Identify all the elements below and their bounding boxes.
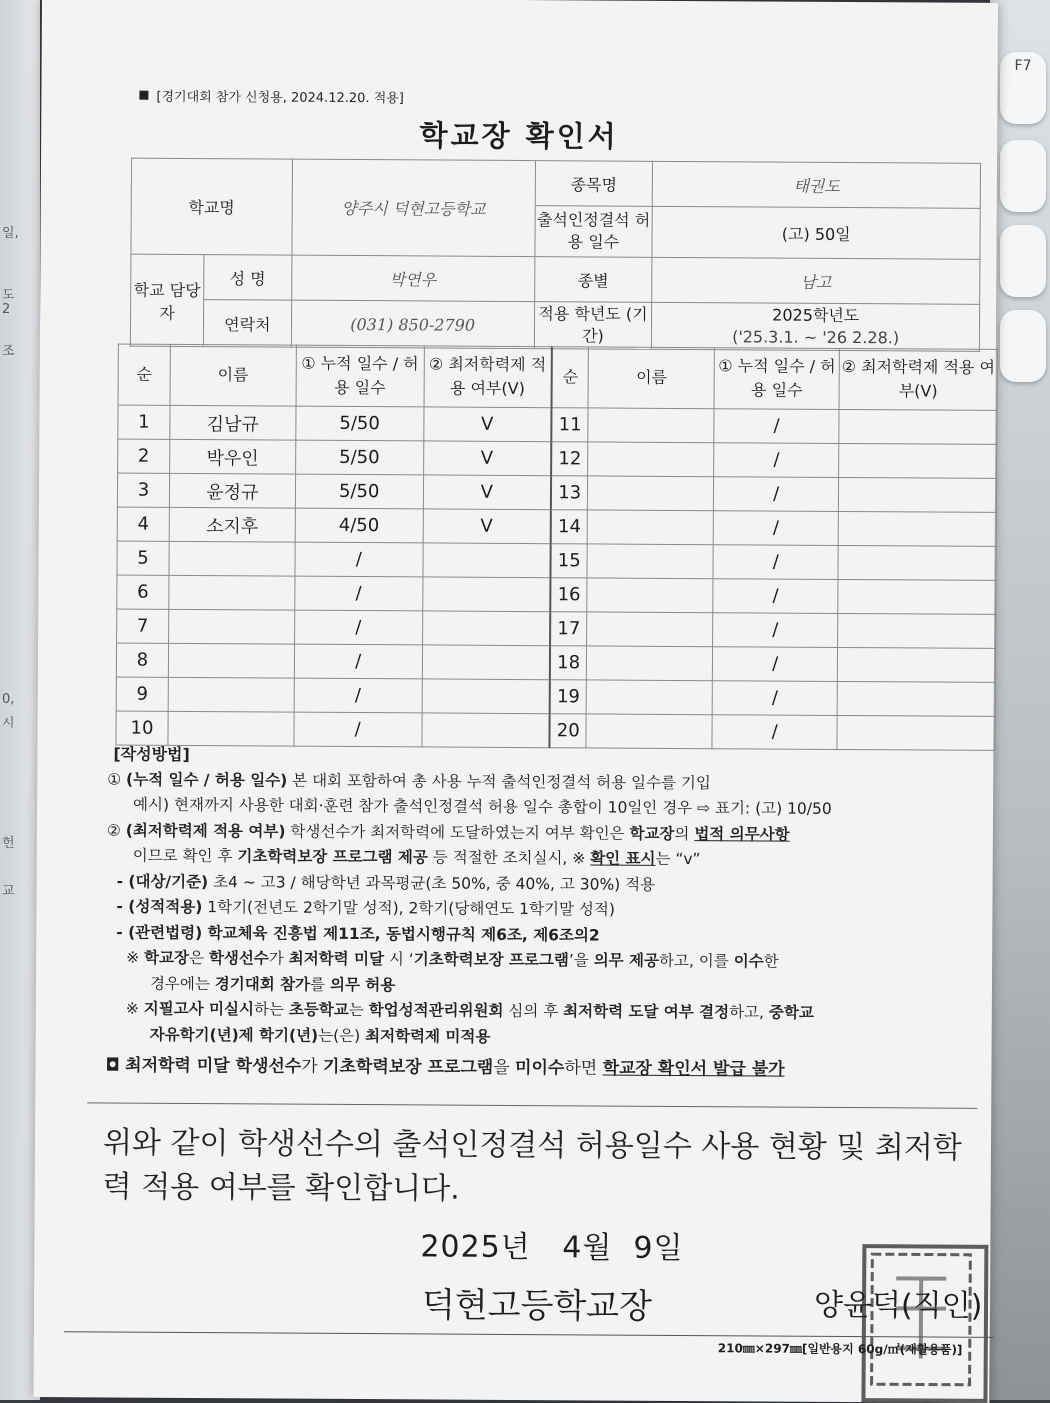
- contact-value: (031) 850-2790: [291, 300, 534, 348]
- student-name: [169, 609, 295, 644]
- footer-divider: [64, 1331, 994, 1338]
- days-value: 5/50: [295, 440, 423, 475]
- days-value: /: [294, 610, 422, 645]
- name-label: 성 명: [204, 255, 292, 301]
- days-value: /: [294, 678, 422, 713]
- minimum-check: V: [423, 407, 551, 442]
- header-minimum: ② 최저학력제 적용 여부(V): [839, 348, 997, 410]
- table-row: [118, 405, 997, 444]
- days-value: /: [295, 576, 423, 611]
- days-value: /: [714, 477, 839, 512]
- instruction-line: - (관련법령) 학교체육 진흥법 제11조, 동법시행규칙 제6조, 제6조의2: [116, 923, 600, 945]
- school-year-label: 적용 학년도 (기간): [534, 302, 652, 350]
- table-row: [117, 541, 996, 580]
- student-name: 박우인: [170, 439, 296, 474]
- instruction-warning: ◘ 최저학력 미달 학생선수가 기초학력보장 프로그램을 미이수하면 학교장 확인서 발급 불가: [105, 1055, 785, 1080]
- header-note: [139, 86, 404, 107]
- minimum-check: V: [423, 441, 551, 476]
- bg-text: 일,: [2, 226, 19, 241]
- days-value: /: [294, 712, 422, 747]
- instruction-line: ※ 학교장은 학생선수가 최저학력 미달 시 ‘기초학력보장 프로그램’을 의무 제공하고, 이를 이수한: [126, 948, 779, 971]
- row-number: 18: [550, 646, 587, 680]
- minimum-check: [838, 579, 996, 614]
- document-page: [33, 0, 998, 1403]
- instruction-line: ② (최저학력제 적용 여부) 학생선수가 최저학력에 도달하였는지 여부 확인은 학교장의 법적 의무사항: [106, 820, 790, 844]
- row-number: 5: [117, 541, 169, 575]
- instructions: [105, 741, 987, 1084]
- student-name: [588, 408, 714, 443]
- minimum-check: [422, 679, 550, 714]
- header-name: 이름: [588, 347, 714, 409]
- instructions-heading: [작성방법]: [113, 744, 190, 764]
- student-name: [169, 541, 295, 576]
- document-title: 학교장 확인서: [419, 118, 619, 154]
- student-name: [588, 510, 714, 545]
- row-number: 11: [551, 408, 588, 442]
- minimum-check: [837, 681, 995, 716]
- row-number: 4: [117, 507, 169, 541]
- minimum-check: [422, 713, 550, 748]
- category-value: 남고: [652, 257, 980, 304]
- minimum-check: V: [423, 475, 551, 510]
- days-value: /: [712, 715, 837, 750]
- background-keyboard: [990, 0, 1050, 1400]
- row-number: 12: [551, 442, 588, 476]
- student-name: [588, 476, 714, 511]
- header-name: 이름: [170, 344, 296, 406]
- days-value: 4/50: [295, 508, 423, 543]
- minimum-check: V: [423, 509, 551, 544]
- row-number: 6: [117, 575, 169, 609]
- manager-label: 학교 담당자: [130, 254, 203, 346]
- issue-date: 2025년 4월 9일: [420, 1229, 684, 1267]
- table-row: [117, 473, 996, 512]
- row-number: 19: [550, 680, 587, 714]
- bg-text: 2: [2, 302, 11, 317]
- confirmation-statement: 위와 같이 학생선수의 출석인정결석 허용일수 사용 현황 및 최저학력 적용 여부를 확인합니다.: [102, 1125, 962, 1207]
- student-name: 소지후: [169, 507, 295, 542]
- table-row: [117, 609, 996, 648]
- days-value: /: [713, 579, 838, 614]
- row-number: 10: [116, 711, 168, 745]
- row-number: 1: [118, 405, 170, 439]
- days-value: /: [713, 647, 838, 682]
- school-year-value: [652, 302, 980, 351]
- student-name: [168, 643, 294, 678]
- minimum-check: [838, 511, 996, 546]
- bg-text: 시: [2, 716, 15, 731]
- minimum-check: [838, 477, 996, 512]
- table-row: [118, 439, 997, 478]
- student-name: [168, 677, 294, 712]
- square-bullet-icon: [139, 91, 148, 100]
- row-number: 7: [117, 609, 169, 643]
- minimum-check: [422, 611, 550, 646]
- table-row: [116, 677, 995, 716]
- minimum-check: [838, 545, 996, 580]
- header-no: 순: [118, 344, 170, 405]
- instruction-line: 경우에는 경기대회 참가를 의무 허용: [149, 974, 396, 994]
- student-name: 윤정규: [169, 473, 295, 508]
- sport-value: 태권도: [653, 161, 981, 208]
- info-table: [130, 158, 981, 352]
- category-label: 종별: [534, 257, 652, 303]
- instruction-line: ※ 지필고사 미실시하는 초등학교는 학업성적관리위원회 심의 후 최저학력 도달 여부 결정하고, 중학교: [125, 999, 814, 1022]
- student-name: [588, 442, 714, 477]
- row-number: 14: [551, 510, 588, 544]
- days-value: /: [294, 644, 422, 679]
- absence-days-value: (고) 50일: [652, 206, 980, 259]
- table-row: [116, 643, 995, 682]
- row-number: 8: [116, 643, 168, 677]
- school-head-title: 덕현고등학교장: [421, 1285, 653, 1327]
- days-value: 5/50: [295, 474, 423, 509]
- instruction-line: 예시) 현재까지 사용한 대회·훈련 참가 출석인정결석 허용 일수 총합이 10일인 경우 ⇨ 표기: (고) 10/50: [133, 795, 832, 818]
- minimum-check: [423, 543, 551, 578]
- key-label: F7: [1014, 58, 1032, 74]
- student-name: [586, 714, 712, 749]
- keyboard-key: [1000, 225, 1046, 297]
- bg-text: 교: [2, 884, 15, 899]
- days-value: /: [714, 409, 839, 444]
- minimum-check: [839, 409, 997, 444]
- header-days: ① 누적 일수 / 허용 일수: [296, 345, 424, 407]
- school-year: 2025학년도: [772, 305, 860, 326]
- days-value: 5/50: [296, 406, 424, 441]
- student-name: [587, 544, 713, 579]
- minimum-check: [837, 647, 995, 682]
- arrow-box-icon: ◘: [105, 1055, 120, 1076]
- table-row: [117, 507, 996, 546]
- student-name: [587, 612, 713, 647]
- instruction-line: 이므로 확인 후 기초학력보장 프로그램 제공 등 적절한 조치실시, ※ 확인 표시는 “v”: [132, 846, 701, 869]
- instruction-line: - (대상/기준) 초4 ~ 고3 / 해당학년 과목평균(초 50%, 중 40%, 고 30%) 적용: [116, 872, 656, 894]
- row-number: 9: [116, 677, 168, 711]
- row-number: 20: [549, 714, 586, 748]
- bg-text: 헌: [2, 836, 15, 851]
- row-number: 3: [117, 473, 169, 507]
- instruction-line: ① (누적 일수 / 허용 일수) 본 대회 포함하여 총 사용 누적 출석인정결석 허용 일수를 기입: [107, 769, 711, 792]
- days-value: /: [714, 443, 839, 478]
- principal-name: 양윤덕(직인): [813, 1287, 983, 1324]
- days-value: /: [713, 511, 838, 546]
- header-note-text: [경기대회 참가 신청용, 2024.12.20. 적용]: [156, 89, 404, 107]
- manager-name-value: 박연우: [291, 255, 534, 301]
- row-number: 2: [118, 439, 170, 473]
- row-number: 16: [550, 578, 587, 612]
- divider: [87, 1102, 977, 1108]
- student-name: [168, 711, 294, 746]
- header-minimum: ② 최저학력제 적용 여부(V): [424, 346, 552, 408]
- keyboard-key-f7: [1000, 52, 1046, 124]
- minimum-check: [422, 577, 550, 612]
- attendance-table: [115, 344, 997, 751]
- absence-days-label: 출석인정결석 허용 일수: [534, 206, 652, 258]
- row-number: 17: [550, 612, 587, 646]
- row-number: 15: [550, 544, 587, 578]
- school-year-period: ('25.3.1. ~ '26 2.28.): [732, 327, 900, 348]
- keyboard-key: [1000, 140, 1046, 212]
- table-row: [117, 575, 996, 614]
- school-value: 양주시 덕현고등학교: [292, 159, 535, 256]
- student-name: [169, 575, 295, 610]
- bg-text: 도: [2, 288, 15, 303]
- days-value: /: [295, 542, 423, 577]
- instruction-line: - (성적적용) 1학기(전년도 2학기말 성적), 2학기(당해연도 1학기말 성적): [116, 897, 615, 919]
- student-name: [587, 578, 713, 613]
- school-label: 학교명: [131, 158, 292, 255]
- days-value: /: [712, 681, 837, 716]
- header-days: ① 누적 일수 / 허용 일수: [714, 348, 839, 410]
- contact-label: 연락처: [203, 300, 291, 348]
- row-number: 13: [551, 476, 588, 510]
- minimum-check: [839, 443, 997, 478]
- header-no: 순: [551, 347, 588, 408]
- paper-spec: 210㎜×297㎜[일반용지 60g/㎡(재활용품)]: [717, 1341, 963, 1357]
- bg-text: 0,: [2, 692, 15, 707]
- student-name: 김남규: [170, 405, 296, 440]
- sport-label: 종목명: [535, 161, 653, 207]
- keyboard-key: [1000, 310, 1046, 382]
- days-value: /: [713, 545, 838, 580]
- minimum-check: [422, 645, 550, 680]
- days-value: /: [713, 613, 838, 648]
- attendance-rows: [116, 405, 997, 750]
- bg-text: 조: [2, 344, 15, 359]
- instruction-line: 자유학기(년)제 학기(년)는(은) 최저학력제 미적용: [149, 1025, 491, 1046]
- student-name: [587, 646, 713, 681]
- student-name: [587, 680, 713, 715]
- minimum-check: [838, 613, 996, 648]
